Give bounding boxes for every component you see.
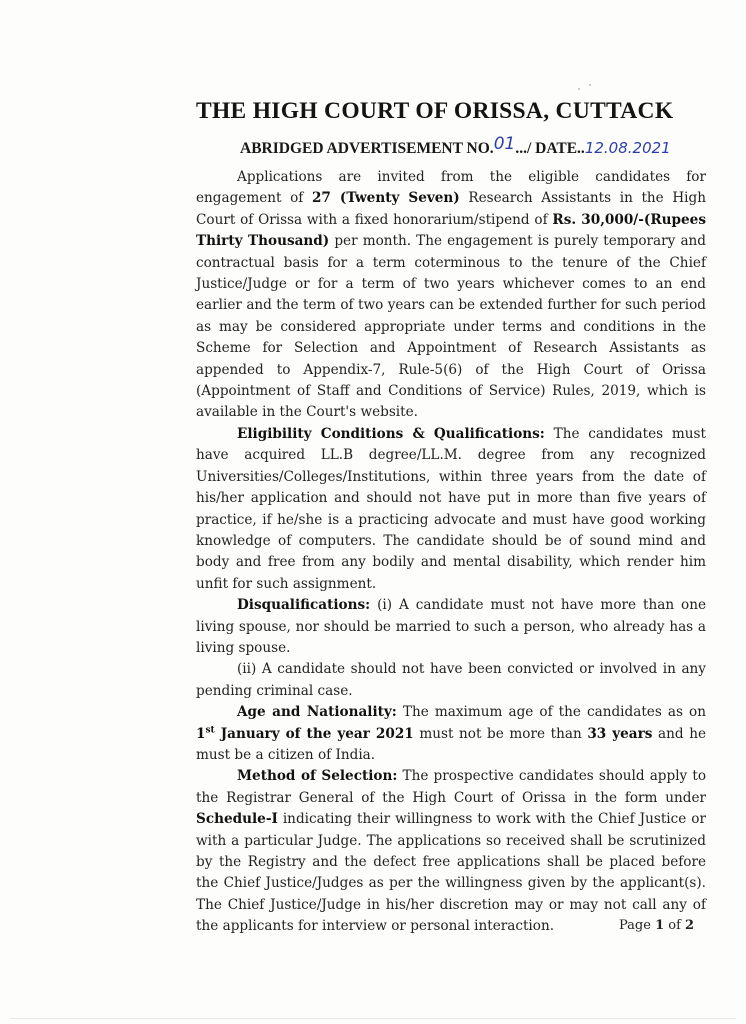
text-span: Applications are invited from the eligible candidates for engagement of — [196, 169, 706, 207]
text-span: (ii) A candidate should not have been convicted or involved in any pending criminal case. — [196, 661, 706, 699]
text-span: 1 — [196, 725, 206, 742]
text-span: Research Assistants in the High Court of Orissa with a fixed honorarium/stipend of — [196, 190, 706, 228]
page-of: of — [664, 918, 686, 933]
page-number — [619, 918, 694, 933]
page-total: 2 — [685, 918, 695, 933]
text-span: January of the year 2021 — [214, 725, 414, 742]
text-span: The maximum age of the candidates as on — [396, 704, 706, 721]
text-span: must not be more than — [413, 725, 588, 742]
text-span: The prospective candidates should apply to the Registrar General of the High Court of Orissa in the form under — [196, 768, 707, 806]
bold-span: Schedule-I — [196, 811, 278, 828]
bold-span — [196, 726, 414, 742]
advert-number-dots: ... — [515, 140, 527, 157]
paragraph-invitation — [196, 167, 706, 424]
section-heading: Method of Selection: — [237, 768, 398, 785]
bold-span: 27 (Twenty Seven) — [311, 190, 460, 207]
advertisement-line — [240, 134, 720, 158]
paragraph-disqualifications — [196, 595, 706, 659]
section-heading: Eligibility Conditions & Qualifications: — [237, 425, 545, 442]
section-heading: Age and Nationality: — [237, 704, 397, 721]
scan-speck — [578, 88, 580, 90]
page-current: 1 — [655, 918, 665, 933]
text-span: The candidates must have acquired LL.B degree/LL.M. degree from any recognized Universities/Colleges/Institutions, within three years from the date of his/her application and should not have put in more than five years of practice, if he/she is a practicing advocate and must have good working knowledge of computers. The candidate should be of sound mind and body and free from any bodily and mental disability, which render him unfit for such assignment. — [196, 425, 706, 592]
page-title: THE HIGH COURT OF ORISSA, CUTTACK — [196, 98, 674, 124]
date-label: / DATE.. — [526, 140, 585, 157]
paragraph-disqualification-ii — [196, 659, 706, 702]
text-span: and he must be a citizen of India. — [196, 725, 706, 763]
paragraph-eligibility — [196, 424, 706, 595]
text-span: per month. The engagement is purely temporary and contractual basis for a term coterminous to the tenure of the Chief Justice/Judge or for a term of two years whichever comes to an end earlier and the term of two years can be extended further for such period as may be considered appropriate under terms and conditions in the Scheme for Selection and Appointment of Research Assistants as appended to Appendix-7, Rule-5(6) of the High Court of Orissa (Appointment of Staff and Conditions of Service) Rules, 2019, which is available in the Court's website. — [196, 233, 707, 421]
date-handwritten: 12.08.2021 — [584, 139, 671, 157]
bold-span: Rs. 30,000/-(Rupees Thirty Thousand) — [196, 211, 706, 250]
superscript: st — [205, 725, 215, 736]
text-span: (i) A candidate must not have more than one living spouse, nor should be married to such a person, who already has a living spouse. — [196, 597, 706, 656]
scan-edge-line — [10, 1018, 736, 1019]
bold-span: 33 years — [587, 725, 653, 742]
paragraph-method-of-selection — [196, 766, 706, 937]
text-span: indicating their willingness to work with the Chief Justice or with a particular Judge. The applications so received shall be scrutinized by the Registry and the defect free applications shall be placed before the Chief Justice/Judges as per the willingness given by the applicant(s). The Chief Justice/Judge in his/her discretion may or may not call any of the applicants for interview or personal interaction. — [196, 811, 706, 935]
scan-speck — [589, 84, 591, 86]
advert-number-handwritten: 01 — [493, 134, 516, 154]
document-body — [196, 167, 706, 938]
advert-label: ABRIDGED ADVERTISEMENT NO. — [240, 140, 494, 157]
paragraph-age-nationality — [196, 702, 706, 766]
section-heading: Disqualifications: — [237, 597, 371, 614]
page-label: Page — [619, 918, 656, 933]
